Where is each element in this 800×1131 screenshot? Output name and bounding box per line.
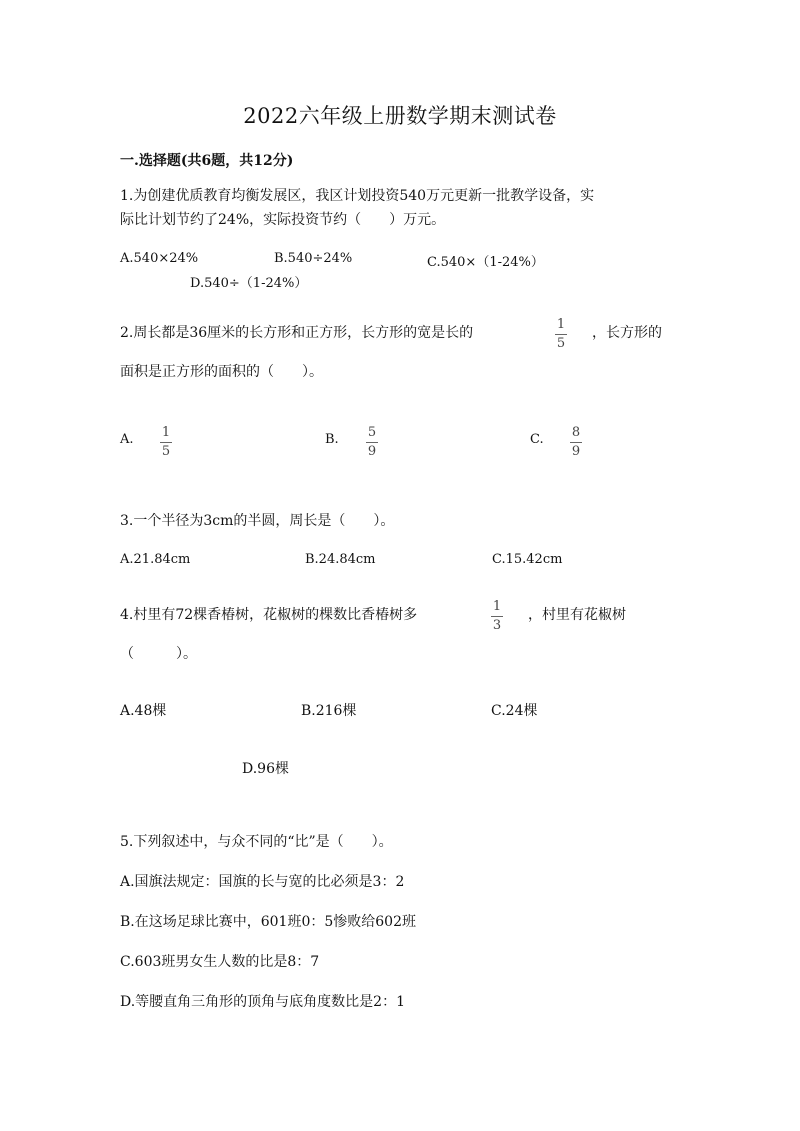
question-4-line-1a: 4.村里有72棵香椿树，花椒树的棵数比香椿树多 xyxy=(120,607,418,623)
question-1-option-d: D.540÷（1-24%） xyxy=(190,276,308,291)
question-1-line-1: 1.为创建优质教育均衡发展区，我区计划投资540万元更新一批教学设备，实 xyxy=(120,188,595,204)
question-5-option-a: A.国旗法规定：国旗的长与宽的比必须是3：2 xyxy=(120,874,405,890)
question-1-option-b: B.540÷24% xyxy=(274,251,353,266)
question-2-line-1a: 2.周长都是36厘米的长方形和正方形，长方形的宽是长的 xyxy=(120,325,474,341)
question-4-option-c: C.24棵 xyxy=(491,703,538,719)
question-5-text: 5.下列叙述中，与众不同的“比”是（ ）。 xyxy=(120,834,393,850)
question-2-option-b-fraction xyxy=(366,426,378,459)
question-5-option-d: D.等腰直角三角形的顶角与底角度数比是2：1 xyxy=(120,994,405,1010)
question-2-fraction xyxy=(555,318,567,351)
question-4-option-b: B.216棵 xyxy=(301,703,357,719)
question-2-line-2: 面积是正方形的面积的（ ）。 xyxy=(120,364,323,380)
question-1-line-2: 际比计划节约了24%，实际投资节约（ ）万元。 xyxy=(120,212,446,228)
fraction-bar xyxy=(570,442,582,443)
fraction-bar xyxy=(366,442,378,443)
question-4-line-2: （ ）。 xyxy=(120,646,197,662)
question-2-option-a-fraction xyxy=(160,426,172,459)
fraction-numerator: 1 xyxy=(556,317,566,332)
page-title: 2022六年级上册数学期末测试卷 xyxy=(243,104,557,128)
fraction-denominator: 5 xyxy=(556,336,566,351)
question-3-option-a: A.21.84cm xyxy=(120,552,191,567)
question-3-text: 3.一个半径为3cm的半圆，周长是（ ）。 xyxy=(120,513,395,529)
question-5-option-c: C.603班男女生人数的比是8：7 xyxy=(120,954,320,970)
section-heading: 一.选择题(共6题，共12分) xyxy=(120,153,294,169)
question-4-option-d: D.96棵 xyxy=(242,761,289,777)
question-4-fraction xyxy=(491,600,503,633)
question-3-option-c: C.15.42cm xyxy=(492,552,563,567)
question-2-option-c-label: C. xyxy=(530,432,544,447)
question-2-line-1b: ，长方形的 xyxy=(592,325,662,341)
question-1-option-c: C.540×（1-24%） xyxy=(427,255,544,270)
question-2-option-b-label: B. xyxy=(325,432,339,447)
fraction-bar xyxy=(160,442,172,443)
question-4-line-1b: ，村里有花椒树 xyxy=(528,607,626,623)
fraction-numerator: 8 xyxy=(571,425,581,440)
fraction-denominator: 9 xyxy=(367,444,377,459)
fraction-denominator: 9 xyxy=(571,444,581,459)
question-2-option-a-label: A. xyxy=(120,432,134,447)
fraction-numerator: 5 xyxy=(367,425,377,440)
fraction-denominator: 3 xyxy=(492,618,502,633)
question-5-option-b: B.在这场足球比赛中，601班0：5惨败给602班 xyxy=(120,914,416,930)
fraction-bar xyxy=(555,334,567,335)
fraction-denominator: 5 xyxy=(161,444,171,459)
question-3-option-b: B.24.84cm xyxy=(305,552,376,567)
question-1-option-a: A.540×24% xyxy=(120,251,199,266)
question-4-option-a: A.48棵 xyxy=(120,703,167,719)
fraction-bar xyxy=(491,616,503,617)
fraction-numerator: 1 xyxy=(492,599,502,614)
question-2-option-c-fraction xyxy=(570,426,582,459)
fraction-numerator: 1 xyxy=(161,425,171,440)
